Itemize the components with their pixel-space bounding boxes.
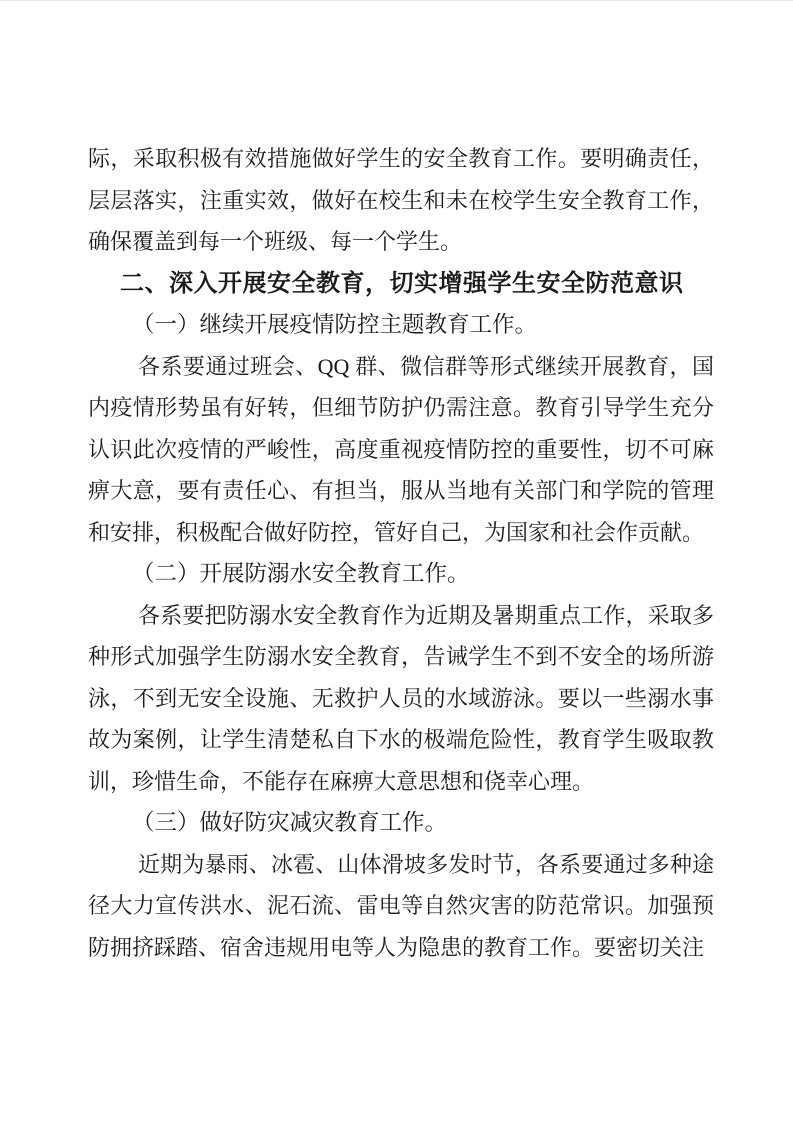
subsection-3-body: 近期为暴雨、冰雹、山体滑坡多发时节，各系要通过多种途径大力宣传洪水、泥石流、雷电等自然灾害的防范常识。加强预防拥挤踩踏、宿舍违规用电等人为隐患的教育工作。要密切关注 — [88, 851, 714, 960]
document-content — [88, 138, 714, 968]
page-top-edge — [0, 0, 793, 1]
subsection-2-body: 各系要把防溺水安全教育作为近期及暑期重点工作，采取多种形式加强学生防溺水安全教育，告诫学生不到不安全的场所游泳，不到无安全设施、无救护人员的水域游泳。要以一些溺水事故为案例，让学生清楚私自下水的极端危险性，教育学生吸取教训，珍惜生命，不能存在麻痹大意思想和侥幸心理。 — [88, 602, 714, 794]
subsection-3-heading: （三）做好防灾减灾教育工作。 — [132, 810, 448, 835]
subsection-1-body: 各系要通过班会、QQ 群、微信群等形式继续开展教育，国内疫情形势虽有好转，但细节防护仍需注意。教育引导学生充分认识此次疫情的严峻性，高度重视疫情防控的重要性，切不可麻痹大意，要有责任心、有担当，服从当地有关部门和学院的管理和安排，积极配合做好防控，管好自己，为国家和社会作贡献。 — [88, 353, 714, 545]
section-heading: 二、深入开展安全教育，切实增强学生安全防范意识 — [120, 269, 684, 297]
continued-paragraph: 际，采取积极有效措施做好学生的安全教育工作。要明确责任，层层落实，注重实效，做好在校生和未在校学生安全教育工作，确保覆盖到每一个班级、每一个学生。 — [88, 146, 714, 254]
subsection-1-heading: （一）继续开展疫情防控主题教育工作。 — [132, 312, 538, 337]
subsection-2-heading: （二）开展防溺水安全教育工作。 — [132, 561, 470, 586]
